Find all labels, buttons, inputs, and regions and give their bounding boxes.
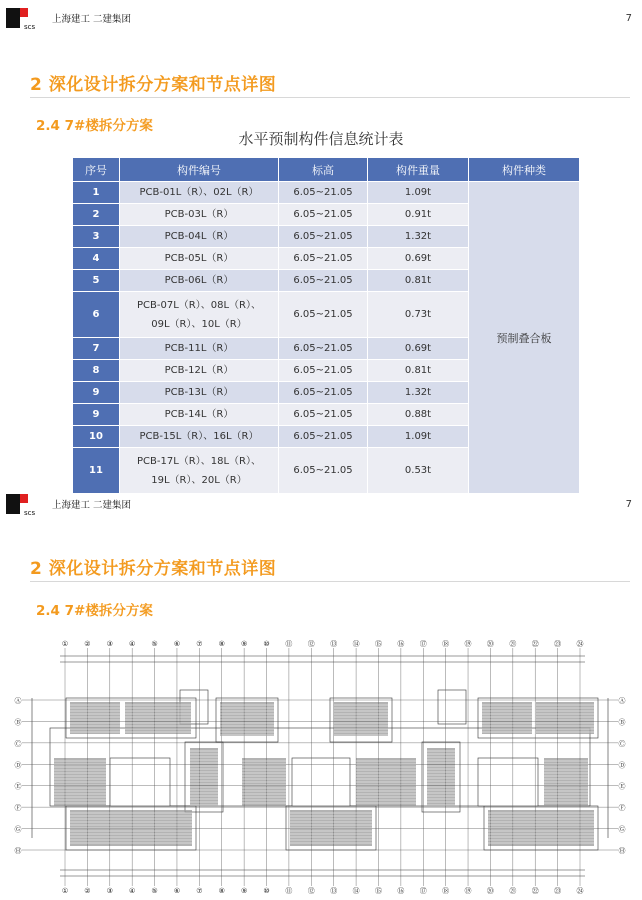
- header: [6, 8, 636, 30]
- axis-label-top: ㉔: [576, 640, 584, 648]
- cell-elevation: 6.05~21.05: [279, 226, 368, 248]
- cell-no: 1: [73, 182, 120, 204]
- axis-label-right: Ⓖ: [618, 825, 626, 834]
- cell-no: 8: [73, 360, 120, 382]
- axis-label-left: Ⓓ: [14, 761, 22, 770]
- axis-label-bottom: ⑬: [330, 887, 338, 895]
- axis-label-top: ⑩: [263, 640, 270, 648]
- axis-label-bottom: ⑰: [419, 887, 427, 895]
- section-divider: [30, 97, 630, 98]
- col-header-kind: 构件种类: [469, 158, 580, 182]
- cell-no: 2: [73, 204, 120, 226]
- cell-no: 5: [73, 270, 120, 292]
- cell-code: PCB-14L（R）: [120, 404, 279, 426]
- cell-no: 9: [73, 404, 120, 426]
- axis-label-right: Ⓒ: [618, 739, 626, 748]
- axis-label-bottom: ⑦: [196, 887, 203, 895]
- cell-code: PCB-05L（R）: [120, 248, 279, 270]
- axis-label-bottom: ⑫: [307, 887, 315, 895]
- axis-label-top: ⑲: [464, 640, 472, 648]
- cell-code-line: 19L（R）、20L（R）: [151, 474, 247, 486]
- axis-label-top: ⑨: [240, 640, 248, 648]
- axis-label-bottom: ㉔: [576, 887, 584, 895]
- axis-label-top: ⑫: [307, 640, 315, 648]
- cell-code-line: PCB-17L（R）、18L（R）、: [137, 455, 261, 467]
- company-name: 上海建工 二建集团: [52, 500, 132, 511]
- cell-elevation: 6.05~21.05: [279, 360, 368, 382]
- axis-label-bottom: ⑧: [218, 887, 225, 895]
- section-title: 2 深化设计拆分方案和节点详图: [30, 559, 277, 579]
- cell-weight: 0.91t: [368, 204, 469, 226]
- cell-weight: 0.81t: [368, 270, 469, 292]
- axis-label-top: ⑤: [151, 640, 158, 648]
- cell-code: PCB-03L（R）: [120, 204, 279, 226]
- cell-weight: 1.32t: [368, 382, 469, 404]
- cell-kind: 预制叠合板: [469, 182, 580, 494]
- axis-label-bottom: ⑭: [352, 887, 360, 895]
- section-title: 2 深化设计拆分方案和节点详图: [30, 75, 277, 95]
- axis-label-top: ⑳: [486, 640, 494, 648]
- axis-label-left: Ⓑ: [14, 718, 22, 727]
- axis-label-bottom: ⑱: [442, 887, 450, 895]
- cell-code: PCB-12L（R）: [120, 360, 279, 382]
- table-caption: 水平预制构件信息统计表: [238, 130, 404, 148]
- axis-label-top: ⑱: [442, 640, 450, 648]
- col-header-no: 序号: [73, 158, 120, 182]
- cell-elevation: 6.05~21.05: [279, 292, 368, 338]
- axis-label-right: Ⓐ: [618, 697, 626, 705]
- cell-weight: 0.73t: [368, 292, 469, 338]
- axis-label-top: ②: [84, 640, 91, 648]
- axis-label-top: ㉑: [509, 640, 517, 648]
- axis-label-bottom: ⑤: [151, 887, 158, 895]
- cell-elevation: 6.05~21.05: [279, 248, 368, 270]
- cell-elevation: 6.05~21.05: [279, 270, 368, 292]
- axis-label-top: ⑦: [196, 640, 203, 648]
- component-table: [72, 157, 580, 494]
- company-name: 上海建工 二建集团: [52, 14, 132, 25]
- sub-title: 2.4 7#楼拆分方案: [36, 118, 153, 134]
- sub-title: 2.4 7#楼拆分方案: [36, 603, 153, 619]
- cell-no: 6: [73, 292, 120, 338]
- page-number: 7: [625, 499, 632, 510]
- axis-label-right: Ⓔ: [618, 782, 626, 791]
- axis-label-bottom: ②: [84, 887, 91, 895]
- axis-label-left: Ⓖ: [14, 825, 22, 834]
- col-header-weight: 构件重量: [368, 158, 469, 182]
- axis-label-top: ⑧: [218, 640, 225, 648]
- logo-text: scs: [24, 23, 36, 31]
- axis-label-bottom: ⑲: [464, 887, 472, 895]
- axis-label-top: ⑥: [173, 640, 181, 648]
- cell-no: 4: [73, 248, 120, 270]
- slide-page-2: [0, 450, 642, 900]
- axis-label-right: Ⓗ: [618, 847, 626, 855]
- page-number: 7: [625, 13, 632, 24]
- table-header-row: [73, 158, 580, 182]
- axis-label-top: ㉒: [531, 640, 539, 648]
- axis-label-top: ⑭: [352, 640, 360, 648]
- axis-label-bottom: ⑮: [374, 887, 382, 895]
- axis-label-left: Ⓔ: [14, 782, 22, 791]
- company-logo: [6, 8, 42, 30]
- axis-label-top: ⑪: [285, 640, 293, 648]
- axis-label-top: ⑮: [374, 640, 382, 648]
- cell-elevation: 6.05~21.05: [279, 204, 368, 226]
- floor-plan-drawing: [10, 638, 630, 896]
- cell-no: 10: [73, 426, 120, 448]
- axis-label-top: ⑬: [330, 640, 338, 648]
- axis-label-right: Ⓓ: [618, 761, 626, 770]
- axis-label-right: Ⓑ: [618, 718, 626, 727]
- col-header-elevation: 标高: [279, 158, 368, 182]
- cell-code: PCB-04L（R）: [120, 226, 279, 248]
- axis-label-bottom: ①: [61, 887, 69, 895]
- axis-label-bottom: ㉓: [554, 887, 562, 895]
- axis-label-top: ④: [129, 640, 136, 648]
- cell-elevation: 6.05~21.05: [279, 426, 368, 448]
- cell-weight: 0.53t: [368, 448, 469, 494]
- cell-code: PCB-06L（R）: [120, 270, 279, 292]
- cell-weight: 1.32t: [368, 226, 469, 248]
- axis-label-left: Ⓒ: [14, 739, 22, 748]
- axis-label-top: ⑰: [419, 640, 427, 648]
- cell-no: 9: [73, 382, 120, 404]
- header: [6, 494, 636, 516]
- logo-text: scs: [24, 509, 36, 517]
- cell-no: 7: [73, 338, 120, 360]
- axis-label-bottom: ⑨: [240, 887, 248, 895]
- cell-no: 3: [73, 226, 120, 248]
- cell-elevation: 6.05~21.05: [279, 448, 368, 494]
- cell-code: PCB-01L（R）、02L（R）: [120, 182, 279, 204]
- axis-label-top: ㉓: [554, 640, 562, 648]
- cell-weight: 0.81t: [368, 360, 469, 382]
- axis-label-left: Ⓗ: [14, 847, 22, 855]
- axis-label-left: Ⓕ: [14, 804, 22, 813]
- cell-weight: 1.09t: [368, 426, 469, 448]
- axis-label-top: ③: [106, 640, 113, 648]
- cell-weight: 0.69t: [368, 248, 469, 270]
- axis-label-top: ①: [61, 640, 69, 648]
- axis-label-bottom: ⑥: [173, 887, 181, 895]
- cell-code-line: 09L（R）、10L（R）: [151, 318, 247, 330]
- axis-label-bottom: ⑳: [486, 887, 494, 895]
- axis-label-bottom: ⑪: [285, 887, 293, 895]
- axis-label-right: Ⓕ: [618, 804, 626, 813]
- cell-no: 11: [73, 448, 120, 494]
- cell-code: PCB-11L（R）: [120, 338, 279, 360]
- cell-code: PCB-13L（R）: [120, 382, 279, 404]
- axis-label-top: ⑯: [397, 640, 405, 648]
- cell-code-line: PCB-07L（R）、08L（R）、: [137, 299, 261, 311]
- table-row: [73, 182, 580, 204]
- axis-label-bottom: ③: [106, 887, 113, 895]
- company-logo: [6, 494, 42, 516]
- cell-elevation: 6.05~21.05: [279, 404, 368, 426]
- cell-weight: 0.69t: [368, 338, 469, 360]
- cell-code: [120, 292, 279, 338]
- section-divider: [30, 581, 630, 582]
- axis-label-bottom: ④: [129, 887, 136, 895]
- cell-elevation: 6.05~21.05: [279, 382, 368, 404]
- axis-label-left: Ⓐ: [14, 697, 22, 705]
- cell-elevation: 6.05~21.05: [279, 182, 368, 204]
- axis-label-bottom: ⑩: [263, 887, 270, 895]
- axis-label-bottom: ⑯: [397, 887, 405, 895]
- cell-weight: 1.09t: [368, 182, 469, 204]
- cell-weight: 0.88t: [368, 404, 469, 426]
- axis-label-bottom: ㉑: [509, 887, 517, 895]
- axis-label-bottom: ㉒: [531, 887, 539, 895]
- cell-elevation: 6.05~21.05: [279, 338, 368, 360]
- col-header-code: 构件编号: [120, 158, 279, 182]
- cell-code: PCB-15L（R）、16L（R）: [120, 426, 279, 448]
